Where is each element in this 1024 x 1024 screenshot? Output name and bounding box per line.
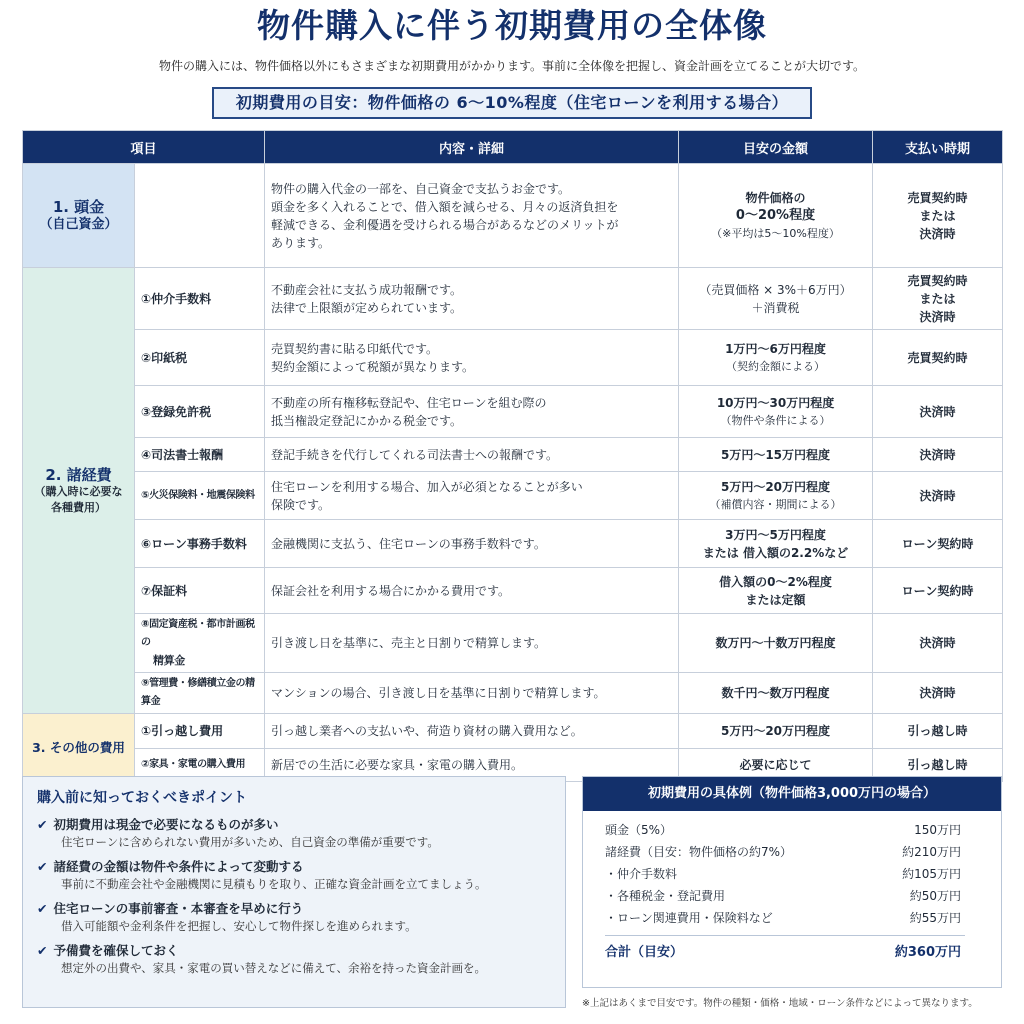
detail-cell: 引っ越し業者への支払いや、荷造り資材の購入費用など。 [265,714,679,749]
example-value: 150万円 [914,823,961,837]
timing-cell: 引っ越し時 [873,714,1003,749]
table-row [23,268,1003,330]
example-value: 約210万円 [902,845,961,859]
check-icon: ✔ [37,943,48,958]
cost-example-title: 初期費用の具体例（物件価格3,000万円の場合） [583,777,1001,811]
detail-cell [265,330,679,386]
timing-cell [873,164,1003,268]
timing-cell: 決済時 [873,472,1003,520]
timing-line: 売買契約時 [907,190,968,205]
check-icon: ✔ [37,901,48,916]
key-point-desc: 借入可能額や金利条件を把握し、安心して物件探しを進められます。 [61,919,417,933]
amount-cell: 数万円〜十数万円程度 [679,614,873,673]
amount-line: 10万円〜30万円程度 [716,395,835,410]
key-points-panel [22,776,566,1008]
item-cell: ⑦保証料 [135,568,265,614]
amount-line: 借入額の0〜2%程度 [719,574,832,589]
example-total-value: 約360万円 [894,945,961,960]
example-total-row [583,942,1001,964]
timing-line: または [919,291,956,306]
key-point-head: 初期費用は現金で必要になるものが多い [53,817,279,832]
timing-cell: 決済時 [873,438,1003,472]
detail-line: 不動産会社に支払う成功報酬です。 [271,282,463,297]
item-line: ⑧固定資産税・都市計画税の [141,619,255,648]
amount-cell [679,164,873,268]
example-value: 約55万円 [909,911,961,925]
cost-guide-banner: 初期費用の目安：物件価格の 6〜10%程度（住宅ローンを利用する場合） [212,87,812,119]
detail-cell: 引き渡し日を基準に、売主と日割りで精算します。 [265,614,679,673]
detail-line: 不動産の所有権移転登記や、住宅ローンを組む際の [271,395,547,410]
amount-line: 0〜20%程度 [735,207,816,223]
detail-cell: 登記手続きを代行してくれる司法書士への報酬です。 [265,438,679,472]
header-detail: 内容・詳細 [265,131,679,164]
amount-cell: 5万円〜20万円程度 [679,714,873,749]
detail-line: 物件の購入代金の一部を、自己資金で支払うお金です。 [271,181,571,196]
amount-cell [679,520,873,568]
category-name: 3. その他の費用 [32,739,125,755]
example-label: 頭金（5%） [605,823,673,837]
detail-cell [265,268,679,330]
check-icon: ✔ [37,859,48,874]
example-row [583,885,1001,907]
page-subtitle: 物件の購入には、物件価格以外にもさまざまな初期費用がかかります。事前に全体像を把握し、資金計画を立てることが大切です。 [158,59,866,73]
table-row [23,472,1003,520]
item-cell: ⑨管理費・修繕積立金の精算金 [135,673,265,714]
example-row [583,819,1001,841]
item-cell: ⑤火災保険料・地震保険料 [135,472,265,520]
category-name: 1. 頭金 [52,197,105,216]
table-row [23,330,1003,386]
item-cell: ③登録免許税 [135,386,265,438]
timing-line: 決済時 [919,309,956,324]
detail-line: 頭金を多く入れることで、借入額を減らせる、月々の返済負担を [271,199,619,214]
timing-cell: 決済時 [873,386,1003,438]
header-timing: 支払い時期 [873,131,1003,164]
divider [605,935,965,936]
example-row [583,841,1001,863]
table-row [23,714,1003,749]
category-expenses [23,268,135,714]
category-down-payment [23,164,135,268]
timing-line: 決済時 [919,226,956,241]
cost-example-panel [582,776,1002,988]
category-note: 各種費用） [51,500,106,514]
key-points-title: 購入前に知っておくべきポイント [37,790,247,806]
amount-note: （補償内容・期間による） [709,497,842,511]
category-note: （自己資金） [39,216,118,232]
header-amount: 目安の金額 [679,131,873,164]
amount-note: （契約金額による） [726,359,826,373]
table-header-row [23,131,1003,164]
category-note: （購入時に必要な [34,484,123,498]
example-label: ・仲介手数料 [605,867,678,881]
item-cell [135,614,265,673]
detail-line: 売買契約書に貼る印紙代です。 [271,341,439,356]
amount-cell: 数千円〜数万円程度 [679,673,873,714]
example-value: 約50万円 [909,889,961,903]
example-row [583,863,1001,885]
detail-line: 抵当権設定登記にかかる税金です。 [271,413,463,428]
check-icon: ✔ [37,817,48,832]
detail-line: あります。 [271,235,331,250]
amount-cell [679,330,873,386]
key-point [37,942,551,977]
category-other [23,714,135,782]
table-row [23,568,1003,614]
detail-cell [265,164,679,268]
detail-line: 軽減できる、金利優遇を受けられる場合があるなどのメリットが [271,217,619,232]
item-cell: ⑥ローン事務手数料 [135,520,265,568]
detail-cell: 保証会社を利用する場合にかかる費用です。 [265,568,679,614]
item-cell: ①引っ越し費用 [135,714,265,749]
header-item: 項目 [23,131,265,164]
detail-cell: マンションの場合、引き渡し日を基準に日割りで精算します。 [265,673,679,714]
table-row [23,673,1003,714]
example-label: ・ローン関連費用・保険料など [605,911,773,925]
amount-line: 物件価格の [745,190,806,205]
key-point [37,900,551,935]
key-point-head: 住宅ローンの事前審査・本審査を早めに行う [53,901,304,916]
amount-cell: 5万円〜15万円程度 [679,438,873,472]
page-title: 物件購入に伴う初期費用の全体像 [257,6,767,45]
detail-line: 保険です。 [271,497,331,512]
table-row [23,614,1003,673]
key-point-desc: 事前に不動産会社や金融機関に見積もりを取り、正確な資金計画を立てましょう。 [61,877,487,891]
amount-line: 1万円〜6万円程度 [725,341,826,356]
amount-cell [679,268,873,330]
amount-cell [679,568,873,614]
amount-note: （※平均は5〜10%程度） [711,226,840,240]
detail-line: 契約金額によって税額が異なります。 [271,359,475,374]
table-row [23,164,1003,268]
cost-table [22,130,1003,782]
example-label: 諸経費（目安：物件価格の約7%） [605,845,793,859]
detail-line: 法律で上限額が定められています。 [271,300,463,315]
amount-note: （物件や条件による） [720,413,831,427]
table-row [23,438,1003,472]
detail-cell: 新居での生活に必要な家具・家電の購入費用。 [265,749,679,782]
item-cell: ④司法書士報酬 [135,438,265,472]
item-line: 精算金 [153,654,185,667]
amount-line: 5万円〜20万円程度 [720,479,831,494]
timing-cell: 決済時 [873,614,1003,673]
table-row [23,386,1003,438]
amount-line: ＋消費税 [751,300,800,315]
amount-cell [679,386,873,438]
detail-cell [265,386,679,438]
timing-cell [873,268,1003,330]
amount-line: 3万円〜5万円程度 [725,527,826,542]
timing-cell: 売買契約時 [873,330,1003,386]
amount-line: （売買価格 × 3%＋6万円） [699,282,852,297]
detail-line: 住宅ローンを利用する場合、加入が必須となることが多い [271,479,583,494]
key-point-desc: 想定外の出費や、家具・家電の買い替えなどに備えて、余裕を持った資金計画を。 [61,961,487,975]
timing-cell: ローン契約時 [873,568,1003,614]
item-cell: ②家具・家電の購入費用 [135,749,265,782]
key-point [37,858,551,893]
timing-cell: 引っ越し時 [873,749,1003,782]
item-cell: ①仲介手数料 [135,268,265,330]
key-point-desc: 住宅ローンに含められない費用が多いため、自己資金の準備が重要です。 [61,835,439,849]
timing-line: 売買契約時 [907,273,968,288]
amount-cell: 必要に応じて [679,749,873,782]
key-point [37,816,551,851]
timing-cell: 決済時 [873,673,1003,714]
item-cell [135,164,265,268]
timing-cell: ローン契約時 [873,520,1003,568]
footnote: ※上記はあくまで目安です。物件の種類・価格・地域・ローン条件などによって異なります。 [582,998,978,1009]
example-label: ・各種税金・登記費用 [605,889,726,903]
amount-cell [679,472,873,520]
key-point-head: 諸経費の金額は物件や条件によって変動する [53,859,304,874]
amount-line: または 借入額の2.2%など [702,545,849,560]
amount-line: または定額 [745,592,806,607]
timing-line: または [919,208,956,223]
item-cell: ②印紙税 [135,330,265,386]
example-total-label: 合計（目安） [605,945,684,960]
detail-cell: 金融機関に支払う、住宅ローンの事務手数料です。 [265,520,679,568]
example-value: 約105万円 [902,867,961,881]
key-point-head: 予備費を確保しておく [53,943,179,958]
category-name: 2. 諸経費 [45,465,112,484]
table-row [23,520,1003,568]
detail-cell [265,472,679,520]
example-row [583,907,1001,929]
